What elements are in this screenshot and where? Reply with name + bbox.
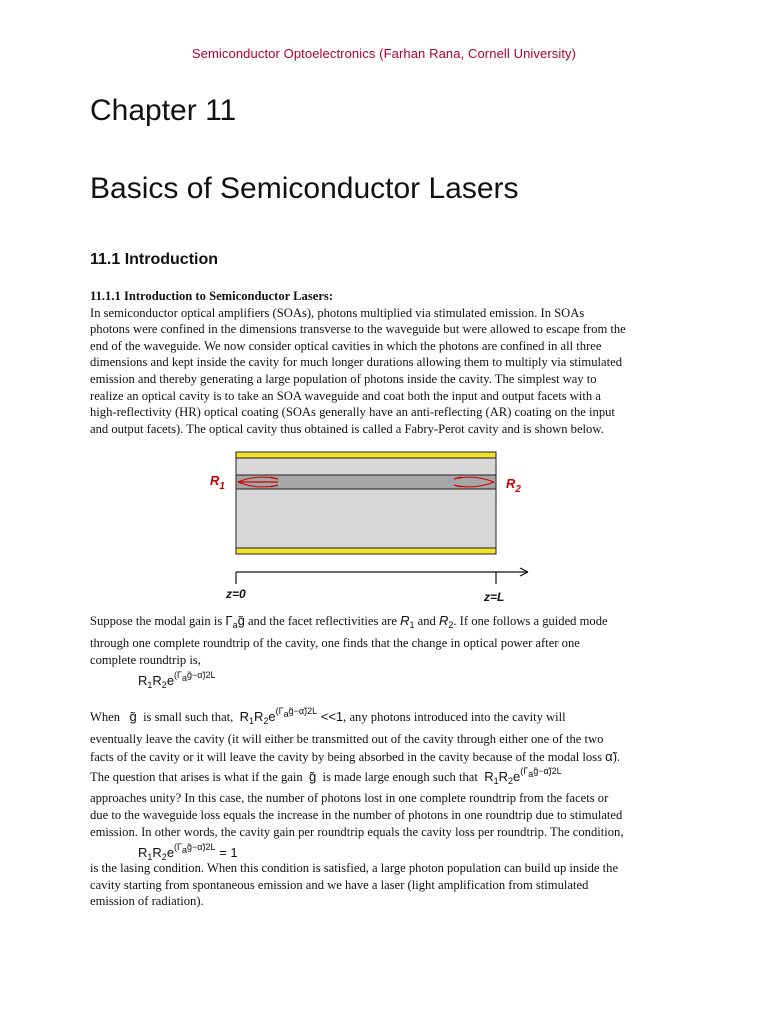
subsection-heading: 11.1.1 Introduction to Semiconductor Lasers: [90, 289, 334, 303]
lasing-condition-equation: $R_1R_2e^{(\Gamma_ag̃-\alphã)2L} = 1$ [138, 842, 238, 862]
bottom-coating [236, 548, 496, 554]
gain-symbol: g̃ [308, 769, 317, 784]
paragraph-line: eventually leave the cavity (it will either be transmitted out of the cavity through either one of the two [90, 732, 604, 746]
paragraph-3 [90, 702, 678, 766]
intro-paragraph [90, 288, 678, 437]
paragraph-4 [90, 763, 678, 841]
modal-gain-symbol: $\Gamma_ag̃$ [225, 613, 245, 630]
roundtrip-equation: $R_1R_2e^{(\Gamma_ag̃-\alphã)2L}$ [138, 670, 216, 690]
paragraph-line: Suppose the modal gain is $\Gamma_ag̃$ and the facet reflectivities are $R_1$ and $R_2$. If one follows a guided mode [90, 613, 608, 630]
paragraph-line: emission and thereby generating a large population of photons inside the cavity. The simplest way to [90, 371, 597, 386]
z0-label: z=0 [226, 587, 246, 601]
r1-symbol: $R_1$ [400, 613, 415, 630]
paragraph-line: end of the waveguide. We now consider optical cavities in which the photons are confined in all three [90, 338, 602, 353]
chapter-label: Chapter 11 [90, 94, 237, 127]
paragraph-line: due to the waveguide loss equals the increase in the number of photons in one roundtrip due to stimulated [90, 808, 623, 822]
paragraph-line: dimensions and kept inside the cavity for much longer durations allowing them to multiply via stimulated [90, 355, 622, 370]
paragraph-line: complete roundtrip is, [90, 653, 201, 667]
paragraph-line: photons were confined in the dimensions transverse to the waveguide but were allowed to escape from the [90, 322, 626, 337]
fabry-perot-diagram [196, 448, 556, 608]
paragraph-5 [90, 860, 678, 910]
r2-symbol: $R_2$ [438, 613, 454, 630]
loss-symbol: α̃ [605, 749, 613, 764]
paragraph-2 [90, 612, 678, 670]
paragraph-line: emission. In other words, the cavity gain per roundtrip equals the cavity loss per roundtrip. The condition, [90, 825, 624, 839]
zl-label: z=L [484, 590, 505, 604]
paragraph-line: cavity starting from spontaneous emission and we have a laser (light amplification from stimulated [90, 877, 589, 892]
r1-label: $R_1$ [210, 473, 225, 492]
roundtrip-inline: $R_1R_2e^{(\Gamma_ag̃-\alphã)2L}$ [484, 766, 562, 786]
cavity-cladding [236, 458, 496, 550]
paragraph-line: In semiconductor optical amplifiers (SOAs), photons multiplied via stimulated emission. In SOAs [90, 305, 585, 320]
paragraph-line: When g̃ is small such that, $R_1R_2e^{(\Gamma_ag̃-\alphã)2L} <<1$, any photons introduced into the cavity will [90, 706, 566, 726]
paragraph-line: emission of radiation). [90, 894, 204, 909]
paragraph-line: and output facets). The optical cavity thus obtained is called a Fabry-Perot cavity and is shown below. [90, 421, 604, 436]
paragraph-line: The question that arises is what if the gain g̃ is made large enough such that $R_1R_2e^{(\Gamma_ag̃-\alphã)2L}$ [90, 766, 562, 786]
paragraph-line: facts of the cavity or it will leave the cavity by being absorbed in the cavity because of the modal loss α̃). [90, 749, 620, 764]
chapter-title: Basics of Semiconductor Lasers [90, 172, 519, 205]
gain-symbol: g̃ [129, 709, 137, 724]
roundtrip-inline: $R_1R_2e^{(\Gamma_ag̃-\alphã)2L} <<1$ [239, 706, 344, 726]
paragraph-line: through one complete roundtrip of the cavity, one finds that the change in optical power after one [90, 635, 580, 650]
paragraph-line: realize an optical cavity is to take an SOA waveguide and coat both the input and output facets with a [90, 388, 601, 403]
paragraph-line: high-reflectivity (HR) optical coating (SOAs generally have an anti-reflecting (AR) coating on the input [90, 405, 615, 420]
running-head: Semiconductor Optoelectronics (Farhan Rana, Cornell University) [191, 46, 577, 61]
paragraph-line: is the lasing condition. When this condition is satisfied, a large photon population can build up inside the [90, 861, 619, 875]
top-coating [236, 452, 496, 458]
r2-label: $R_2$ [506, 476, 521, 495]
paragraph-line: approaches unity? In this case, the number of photons lost in one complete roundtrip from the facets or [90, 791, 609, 805]
section-heading: 11.1 Introduction [90, 251, 219, 268]
